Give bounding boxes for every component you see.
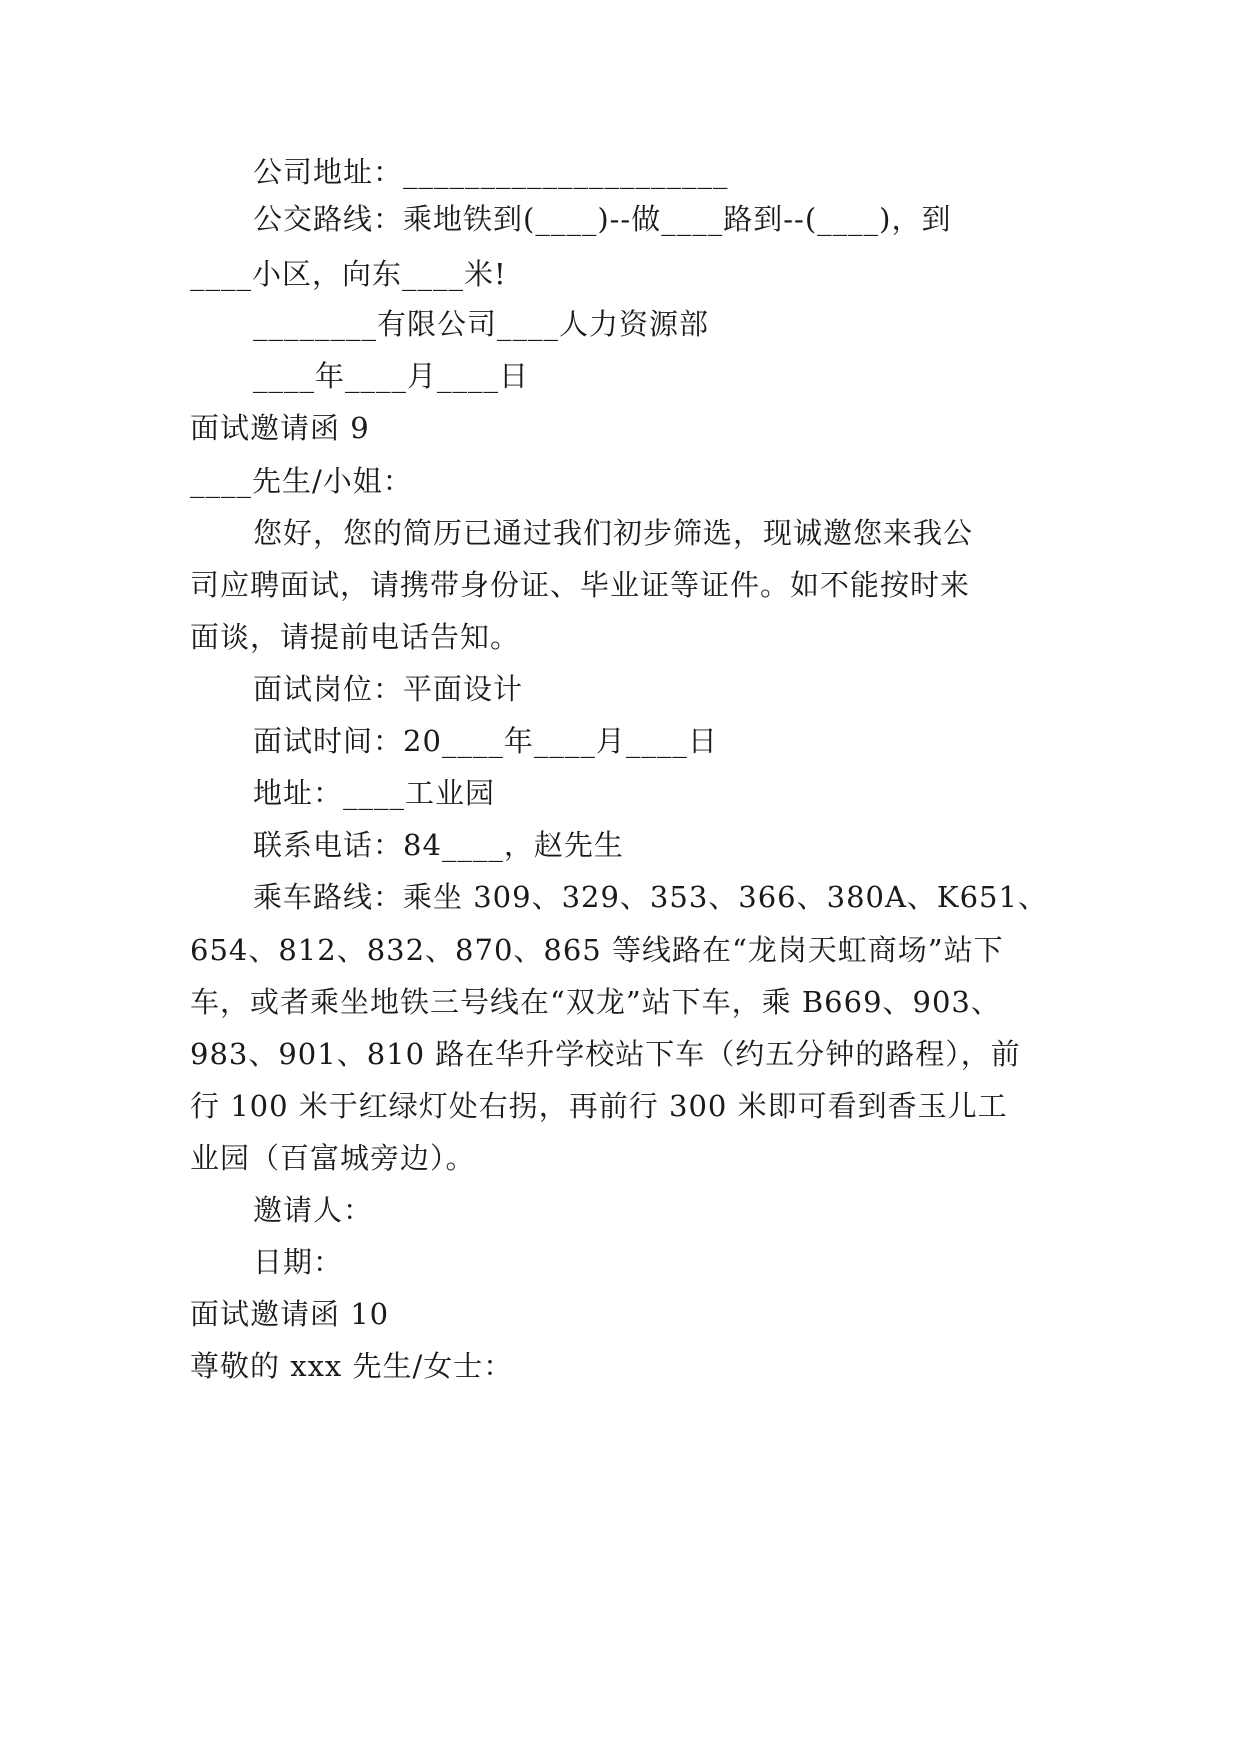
transit-route-line-6: 业园（百富城旁边）。 [190, 1141, 476, 1175]
bus-route-continued-line: ____小区，向东____米! [190, 257, 507, 291]
inviter-line: 邀请人： [253, 1193, 374, 1227]
salutation-line: ____先生/小姐： [190, 464, 413, 498]
contact-phone-line: 联系电话：84____，赵先生 [253, 828, 624, 862]
sign-date-line: 日期： [253, 1245, 344, 1279]
body-paragraph-line-1: 您好，您的简历已通过我们初步筛选，现诚邀您来我公 [253, 516, 974, 550]
body-paragraph-line-2: 司应聘面试，请携带身份证、毕业证等证件。如不能按时来 [190, 568, 971, 602]
company-address-line: 公司地址：_____________________ [253, 155, 729, 189]
transit-route-line-3: 车，或者乘坐地铁三号线在“双龙”站下车，乘 B669、903、 [190, 985, 1001, 1019]
transit-route-line-5: 行 100 米于红绿灯处右拐，再前行 300 米即可看到香玉儿工 [190, 1089, 1008, 1123]
interview-position-line: 面试岗位：平面设计 [253, 672, 524, 706]
company-department-line: ________有限公司____人力资源部 [253, 307, 710, 341]
transit-route-line-2: 654、812、832、870、865 等线路在“龙岗天虹商场”站下 [190, 933, 1004, 967]
transit-route-line-4: 983、901、810 路在华升学校站下车（约五分钟的路程），前 [190, 1037, 1021, 1071]
body-paragraph-line-3: 面谈，请提前电话告知。 [190, 620, 521, 654]
section-heading-10: 面试邀请函 10 [190, 1297, 390, 1331]
transit-route-line-1: 乘车路线：乘坐 309、329、353、366、380A、K651、 [253, 880, 1048, 914]
address-line: 地址：____工业园 [253, 776, 496, 810]
salutation-line-10: 尊敬的 xxx 先生/女士： [190, 1349, 514, 1383]
interview-time-line: 面试时间：20____年____月____日 [253, 724, 718, 758]
section-heading-9: 面试邀请函 9 [190, 411, 370, 445]
date-line: ____年____月____日 [253, 359, 530, 393]
bus-route-line: 公交路线：乘地铁到(____)--做____路到--(____)，到 [253, 202, 952, 236]
